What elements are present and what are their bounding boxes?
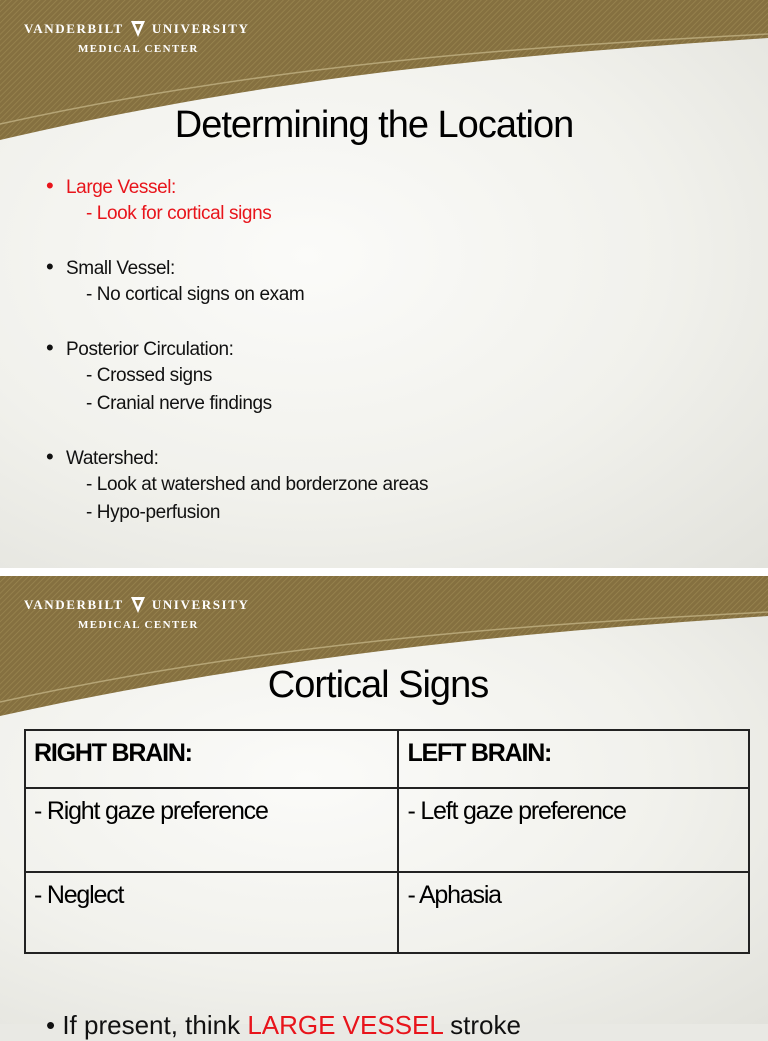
- bullet-subitem: - Crossed signs: [86, 365, 212, 386]
- bullet-large-vessel: [46, 173, 726, 228]
- vanderbilt-logo: [24, 20, 249, 55]
- logo-subtitle: MEDICAL CENTER: [78, 619, 199, 631]
- logo-word-left: VANDERBILT: [24, 21, 124, 36]
- bullet-subitem: - Hypo-perfusion: [86, 502, 221, 523]
- bullet-dot-icon: •: [46, 1010, 63, 1040]
- table-row: [25, 872, 749, 953]
- logo-word-right: UNIVERSITY: [151, 21, 250, 36]
- header-right-brain: RIGHT BRAIN:: [25, 730, 398, 788]
- table-cell: - Left gaze preference: [398, 788, 749, 872]
- logo-subtitle: MEDICAL CENTER: [78, 43, 199, 55]
- bullet-dot-icon: •: [46, 254, 54, 279]
- bullet-subitem: - No cortical signs on exam: [86, 284, 305, 305]
- table-cell: - Neglect: [25, 872, 398, 953]
- bullet-heading: Watershed:: [66, 448, 159, 469]
- header-left-brain: LEFT BRAIN:: [398, 730, 749, 788]
- cut-line-suffix: stroke: [442, 1010, 521, 1040]
- bullet-subitem: - Look at watershed and borderzone areas: [86, 474, 429, 495]
- bullet-subitem: - Cranial nerve findings: [86, 393, 272, 414]
- table-row: [25, 788, 749, 872]
- cortical-signs-table: [24, 729, 750, 954]
- cut-line-highlight: LARGE VESSEL: [247, 1010, 443, 1040]
- slide-title: Determining the Location: [174, 104, 574, 146]
- bullet-subitem: - Look for cortical signs: [86, 203, 272, 224]
- cut-off-bullet: [46, 1010, 521, 1041]
- table-cell: - Aphasia: [398, 872, 749, 953]
- table-cell: - Right gaze preference: [25, 788, 398, 872]
- vanderbilt-v-oak-icon: [130, 20, 146, 38]
- bullet-dot-icon: •: [46, 173, 54, 198]
- cut-line-prefix: If present, think: [62, 1010, 248, 1040]
- table-header-row: [25, 730, 749, 788]
- bullet-dot-icon: •: [46, 335, 54, 360]
- bullet-watershed: [46, 444, 726, 527]
- bullet-posterior-circulation: [46, 335, 726, 418]
- bullet-heading: Small Vessel:: [66, 258, 175, 279]
- logo-word-right: UNIVERSITY: [151, 597, 250, 612]
- bullet-small-vessel: [46, 254, 726, 309]
- vanderbilt-v-oak-icon: [130, 596, 146, 614]
- slide-separator: [0, 568, 768, 576]
- bullet-heading: Posterior Circulation:: [66, 339, 234, 360]
- logo-word-left: VANDERBILT: [24, 597, 124, 612]
- slide-title: Cortical Signs: [267, 664, 489, 706]
- bullet-dot-icon: •: [46, 444, 54, 469]
- bullet-heading: Large Vessel:: [66, 177, 176, 198]
- vanderbilt-logo: [24, 596, 249, 631]
- bullet-list: [46, 173, 726, 555]
